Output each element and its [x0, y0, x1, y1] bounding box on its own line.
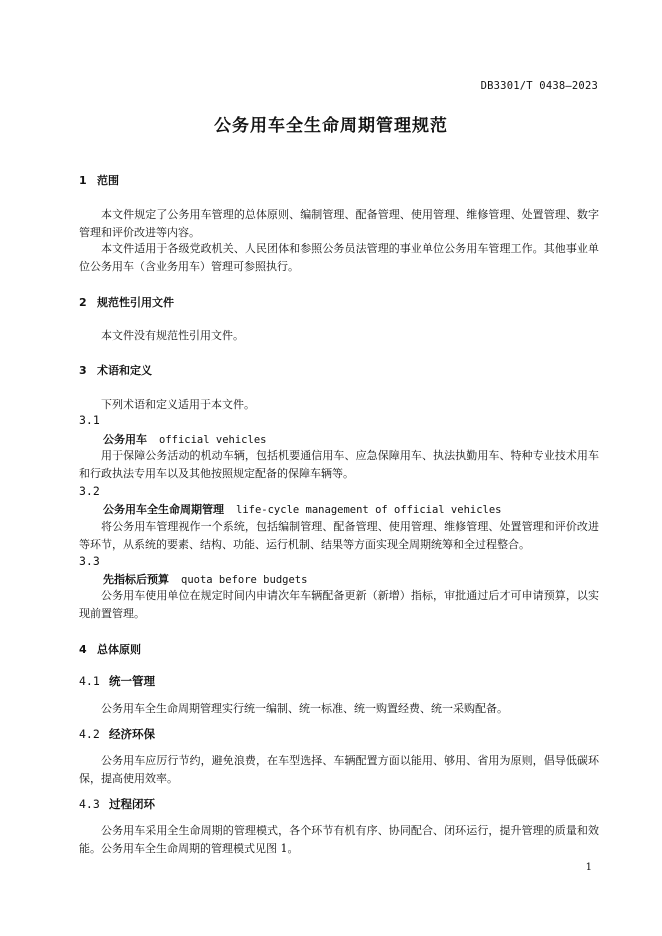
- section-4-heading: [79, 641, 141, 657]
- section-title: 术语和定义: [97, 364, 152, 377]
- section-number: 2: [79, 296, 87, 309]
- term-number: 3.3: [79, 554, 100, 568]
- subsection-title: 过程闭环: [109, 797, 155, 811]
- section-title: 总体原则: [97, 643, 141, 656]
- term-english: life-cycle management of official vehicles: [236, 504, 502, 516]
- term-entry: [103, 501, 502, 517]
- subsection-number: 4.1: [79, 674, 100, 688]
- term-english: official vehicles: [159, 434, 267, 446]
- paragraph: 公务用车全生命周期管理实行统一编制、统一标准、统一购置经费、统一采购配备。: [101, 702, 508, 715]
- paragraph: 本文件没有规范性引用文件。: [101, 329, 244, 342]
- document-title: 公务用车全生命周期管理规范: [214, 116, 448, 136]
- term-entry: [103, 571, 307, 587]
- paragraph: 公务用车采用全生命周期的管理模式，各个环节有机有序、协同配合、闭环运行，提升管理的质量和效能。公务用车全生命周期的管理模式见图 1。: [79, 824, 599, 855]
- term-definition: 用于保障公务活动的机动车辆，包括机要通信用车、应急保障用车、执法执勤用车、特种专业技术用车和行政执法专用车以及其他按照规定配备的保障车辆等。: [79, 449, 599, 480]
- section-1-heading: [79, 172, 119, 188]
- section-2-heading: [79, 294, 174, 310]
- document-number: DB3301/T 0438—2023: [480, 80, 598, 92]
- term-english: quota before budgets: [181, 574, 308, 586]
- term-definition: 公务用车使用单位在规定时间内申请次年车辆配备更新（新增）指标，审批通过后才可申请预算，以实现前置管理。: [79, 589, 599, 620]
- subsection-4-2-heading: [79, 726, 155, 742]
- term-chinese: 先指标后预算: [103, 573, 169, 586]
- paragraph: 下列术语和定义适用于本文件。: [101, 398, 255, 411]
- paragraph: 本文件规定了公务用车管理的总体原则、编制管理、配备管理、使用管理、维修管理、处置管理、数字管理和评价改进等内容。: [79, 208, 599, 239]
- section-number: 1: [79, 174, 87, 187]
- term-entry: [103, 431, 266, 447]
- paragraph: 本文件适用于各级党政机关、人民团体和参照公务员法管理的事业单位公务用车管理工作。其他事业单位公务用车（含业务用车）管理可参照执行。: [79, 242, 599, 273]
- term-chinese: 公务用车全生命周期管理: [103, 503, 224, 516]
- subsection-4-1-heading: [79, 673, 155, 689]
- section-number: 4: [79, 643, 87, 656]
- section-3-heading: [79, 362, 152, 378]
- subsection-title: 统一管理: [109, 674, 155, 688]
- paragraph: 公务用车应厉行节约，避免浪费，在车型选择、车辆配置方面以能用、够用、省用为原则，倡导低碳环保，提高使用效率。: [79, 754, 599, 785]
- section-title: 规范性引用文件: [97, 296, 174, 309]
- subsection-title: 经济环保: [109, 727, 155, 741]
- term-number: 3.1: [79, 413, 100, 427]
- term-chinese: 公务用车: [103, 433, 147, 446]
- section-title: 范围: [97, 174, 119, 187]
- term-definition: 将公务用车管理视作一个系统，包括编制管理、配备管理、使用管理、维修管理、处置管理和评价改进等环节，从系统的要素、结构、功能、运行机制、结果等方面实现全周期统筹和全过程整合。: [79, 520, 599, 551]
- subsection-number: 4.2: [79, 727, 100, 741]
- subsection-number: 4.3: [79, 797, 100, 811]
- subsection-4-3-heading: [79, 796, 155, 812]
- term-number: 3.2: [79, 484, 100, 498]
- section-number: 3: [79, 364, 87, 377]
- page-number: 1: [585, 862, 592, 873]
